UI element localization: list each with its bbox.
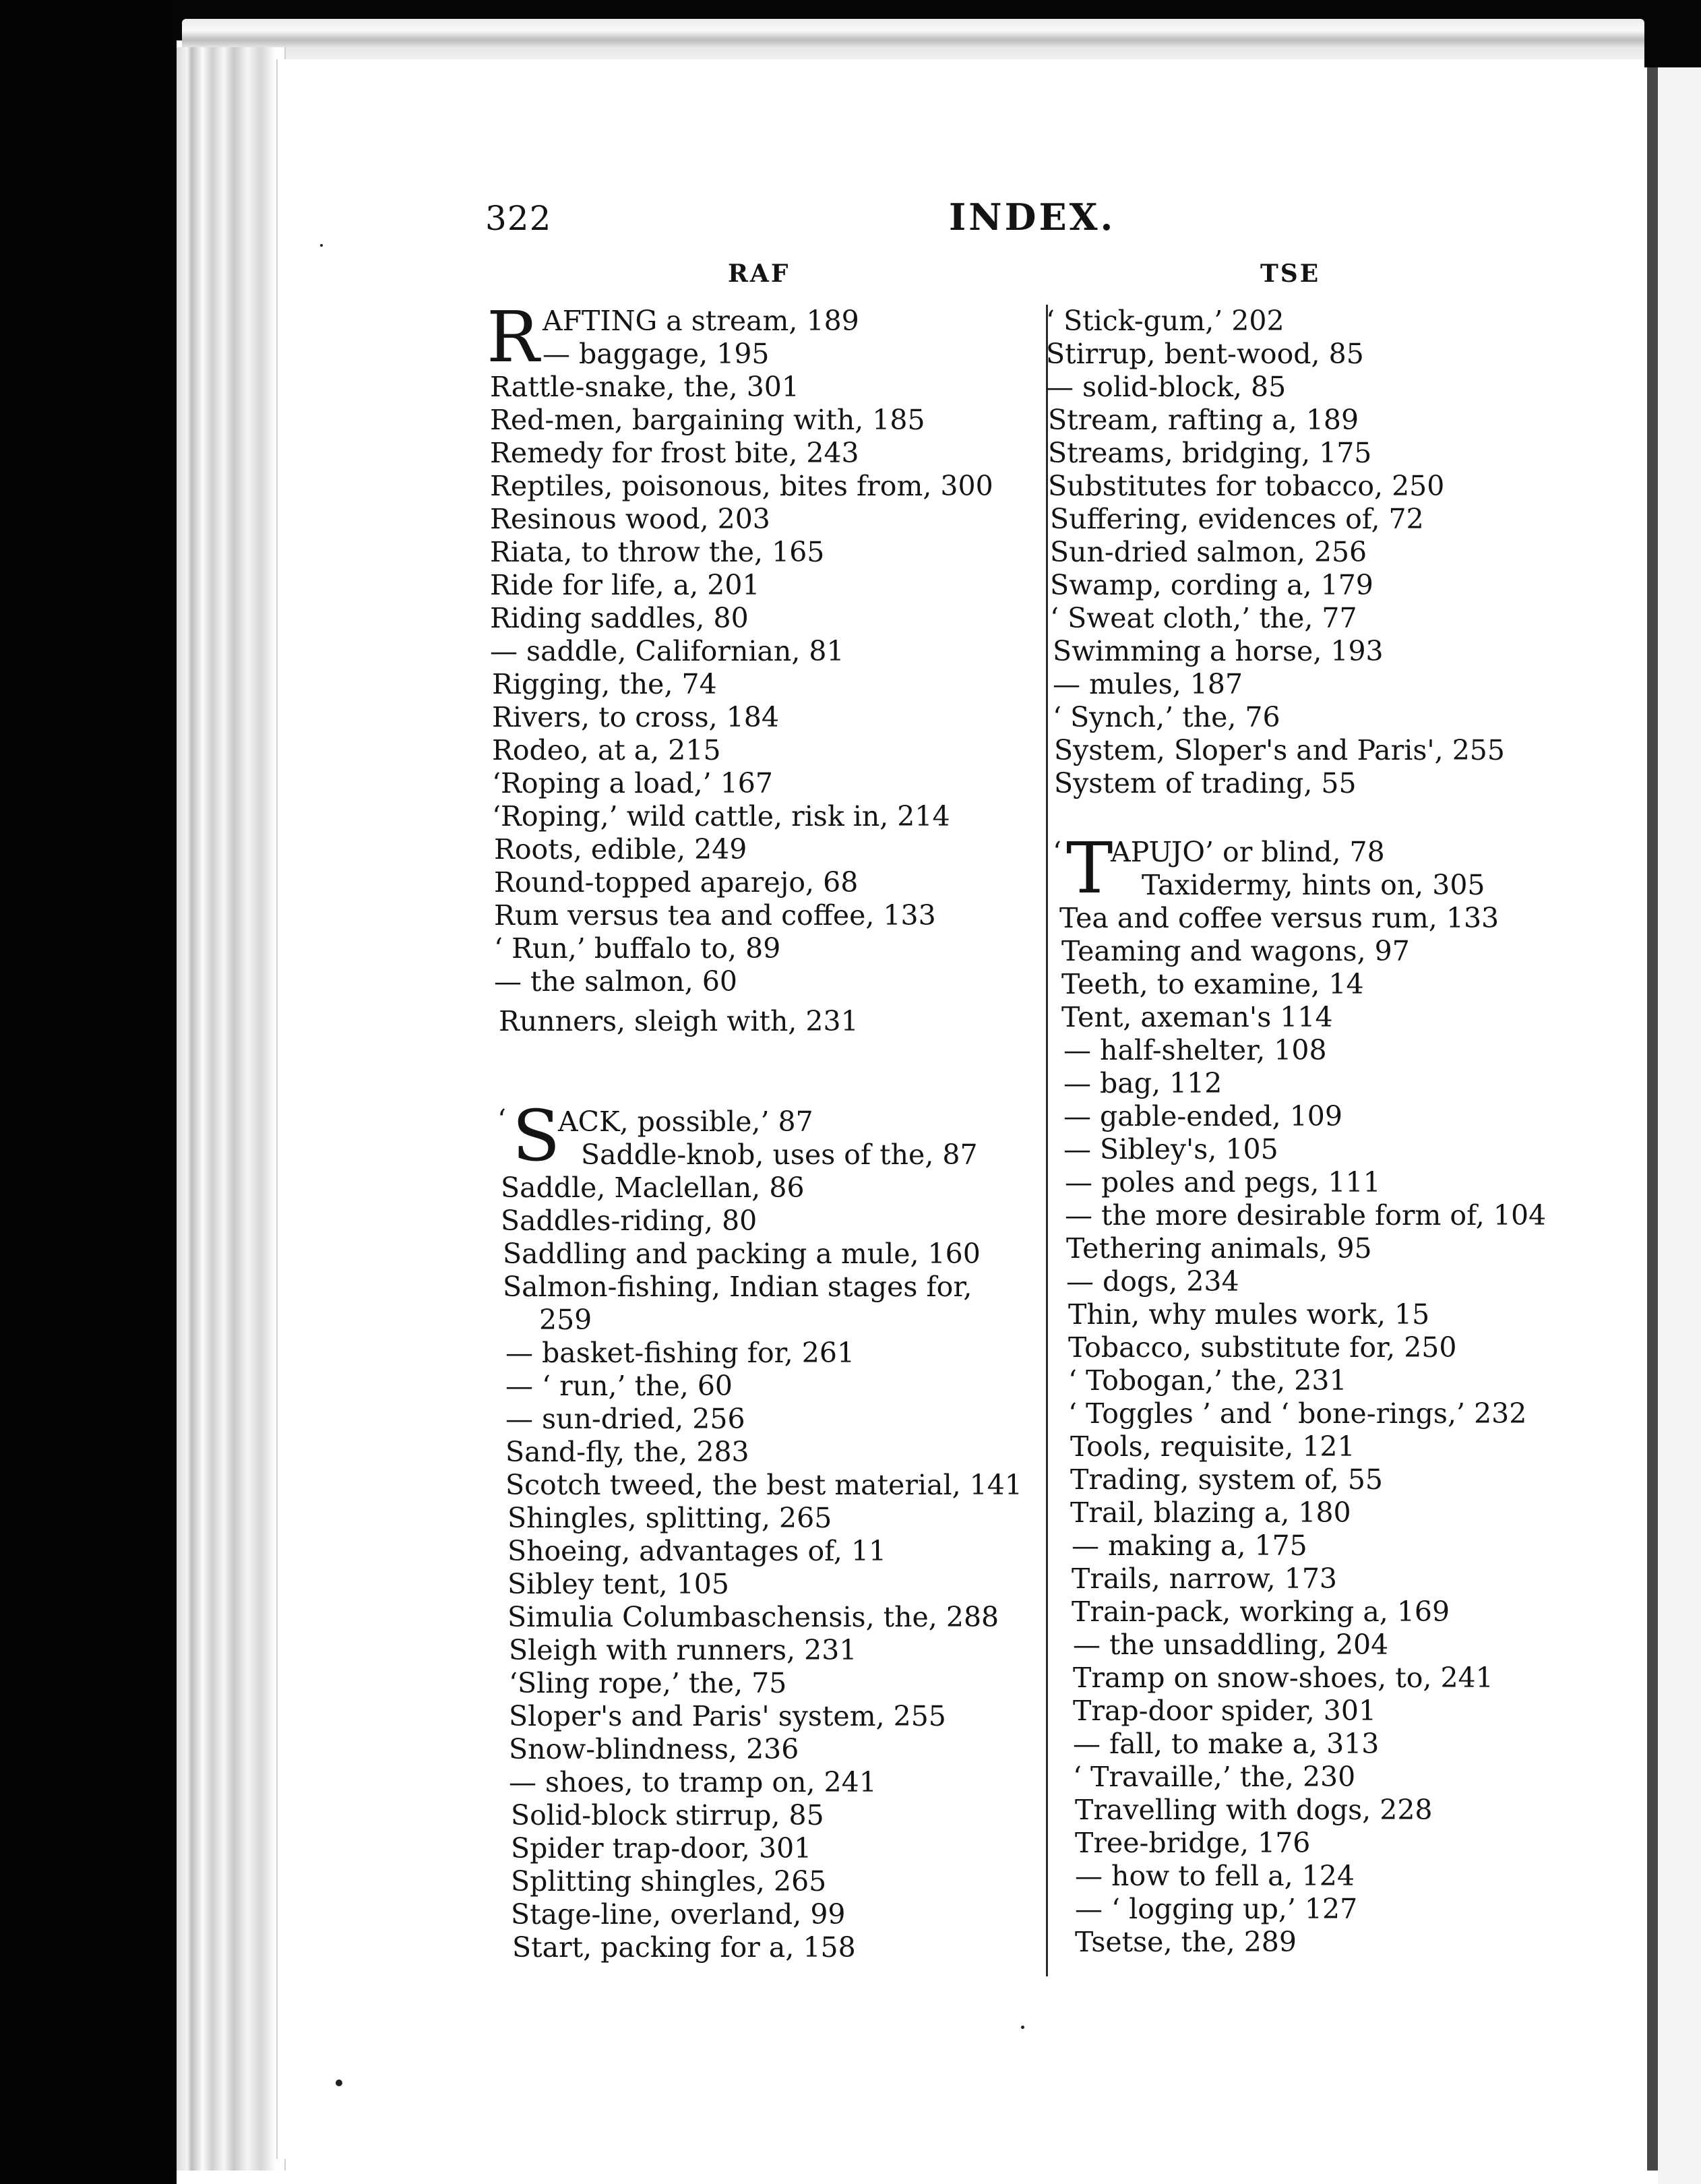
index-entry: ‘Roping,’ wild cattle, risk in, 214 — [492, 800, 950, 832]
drop-initial-t: T — [1066, 827, 1113, 909]
index-entry: — the salmon, 60 — [494, 965, 738, 998]
index-entry: Salmon-fishing, Indian stages for, — [503, 1271, 972, 1303]
index-entry: Rivers, to cross, 184 — [492, 701, 779, 733]
index-entry: AFTING a stream, 189 — [543, 305, 859, 337]
index-entry: Rattle-snake, the, 301 — [490, 371, 799, 403]
index-entry: Solid-block stirrup, 85 — [511, 1799, 824, 1831]
index-entry: Riata, to throw the, 165 — [490, 536, 825, 568]
index-entry: Train-pack, working a, 169 — [1072, 1596, 1450, 1628]
index-entry: Trading, system of, 55 — [1070, 1463, 1383, 1496]
index-entry: Trap-door spider, 301 — [1073, 1695, 1377, 1727]
index-entry: — Sibley's, 105 — [1063, 1133, 1278, 1165]
index-entry: — bag, 112 — [1063, 1067, 1223, 1099]
index-entry: Swimming a horse, 193 — [1053, 635, 1384, 667]
index-entry: 259 — [539, 1304, 592, 1336]
index-entry: Tramp on snow-shoes, to, 241 — [1073, 1662, 1493, 1694]
index-entry: — saddle, Californian, 81 — [490, 635, 844, 667]
drop-initial-r: R — [487, 296, 540, 378]
index-entry: ‘ Stick-gum,’ 202 — [1046, 305, 1285, 337]
index-entry: System, Sloper's and Paris', 255 — [1054, 734, 1505, 766]
index-entry: Saddle-knob, uses of the, 87 — [581, 1139, 978, 1171]
page-title: INDEX. — [949, 195, 1116, 239]
book-page-edges — [177, 47, 286, 2171]
index-entry: Sand-fly, the, 283 — [505, 1436, 749, 1468]
index-entry: Snow-blindness, 236 — [509, 1733, 799, 1765]
index-entry: Saddling and packing a mule, 160 — [503, 1238, 981, 1270]
index-entry: Tree-bridge, 176 — [1075, 1827, 1311, 1859]
scan-border-left — [0, 0, 177, 2184]
index-entry: ‘ Run,’ buffalo to, 89 — [494, 932, 781, 965]
index-entry: — baggage, 195 — [543, 338, 770, 370]
index-entry: Simulia Columbaschensis, the, 288 — [507, 1601, 999, 1633]
index-entry: Stream, rafting a, 189 — [1048, 404, 1359, 436]
index-entry: — gable-ended, 109 — [1063, 1100, 1342, 1132]
index-entry: — making a, 175 — [1072, 1529, 1307, 1562]
index-entry: Substitutes for tobacco, 250 — [1048, 470, 1445, 502]
page-gutter-shadow — [1647, 61, 1658, 2171]
index-entry: Shoeing, advantages of, 11 — [507, 1535, 887, 1567]
index-entry: Roots, edible, 249 — [494, 833, 747, 866]
index-entry: Streams, bridging, 175 — [1048, 437, 1372, 469]
index-entry: ‘ Synch,’ the, 76 — [1053, 701, 1280, 733]
index-entry: Rum versus tea and coffee, 133 — [494, 899, 936, 932]
index-entry: Tools, requisite, 121 — [1070, 1430, 1355, 1463]
index-entry-quote: ‘ — [497, 1103, 507, 1136]
index-entry: Scotch tweed, the best material, 141 — [505, 1469, 1022, 1501]
index-entry: — poles and pegs, 111 — [1065, 1166, 1381, 1199]
index-entry: Swamp, cording a, 179 — [1050, 569, 1373, 601]
index-entry: ACK, possible,’ 87 — [558, 1105, 813, 1138]
index-entry: Travelling with dogs, 228 — [1075, 1794, 1433, 1826]
page-number: 322 — [485, 199, 552, 238]
index-entry: Runners, sleigh with, 231 — [499, 1005, 859, 1037]
index-entry: ‘ Travaille,’ the, 230 — [1073, 1761, 1356, 1793]
index-entry: Round-topped aparejo, 68 — [494, 866, 859, 899]
index-entry: — the more desirable form of, 104 — [1065, 1199, 1547, 1232]
index-entry: Tethering animals, 95 — [1066, 1232, 1372, 1265]
index-entry: Resinous wood, 203 — [490, 503, 770, 535]
index-entry: Rodeo, at a, 215 — [492, 734, 721, 766]
index-entry: Tea and coffee versus rum, 133 — [1059, 902, 1499, 934]
column-divider — [1046, 305, 1048, 1976]
index-entry: Start, packing for a, 158 — [512, 1931, 856, 1964]
index-entry: — shoes, to tramp on, 241 — [509, 1766, 877, 1798]
index-entry: ‘ Tobogan,’ the, 231 — [1068, 1364, 1347, 1397]
index-entry: System of trading, 55 — [1054, 767, 1357, 799]
drop-initial-s: S — [512, 1095, 561, 1177]
index-entry: Stirrup, bent-wood, 85 — [1046, 338, 1364, 370]
index-entry: Stage-line, overland, 99 — [511, 1898, 846, 1931]
book-page — [276, 59, 1648, 2159]
index-entry: Saddle, Maclellan, 86 — [501, 1172, 805, 1204]
index-entry: — fall, to make a, 313 — [1073, 1728, 1380, 1760]
index-entry: Remedy for frost bite, 243 — [490, 437, 859, 469]
index-entry: — the unsaddling, 204 — [1073, 1629, 1389, 1661]
left-guide-word: RAF — [728, 260, 791, 288]
index-entry: Riding saddles, 80 — [490, 602, 749, 634]
index-entry: Taxidermy, hints on, 305 — [1142, 869, 1485, 901]
index-entry: Saddles-riding, 80 — [501, 1205, 757, 1237]
index-entry: — mules, 187 — [1053, 668, 1243, 700]
index-entry: — ‘ run,’ the, 60 — [505, 1370, 733, 1402]
index-entry: Suffering, evidences of, 72 — [1050, 503, 1424, 535]
index-entry: APUJO’ or blind, 78 — [1111, 836, 1385, 868]
index-entry: ‘ Toggles ’ and ‘ bone-rings,’ 232 — [1068, 1397, 1527, 1430]
scan-speck — [1021, 2026, 1024, 2029]
index-entry: Rigging, the, 74 — [492, 668, 717, 700]
index-entry: Shingles, splitting, 265 — [507, 1502, 832, 1534]
index-entry: — sun-dried, 256 — [505, 1403, 745, 1435]
index-entry: Trails, narrow, 173 — [1072, 1563, 1338, 1595]
index-entry: Tent, axeman's 114 — [1061, 1001, 1333, 1033]
index-entry: — half-shelter, 108 — [1063, 1034, 1327, 1066]
index-entry: ‘ Sweat cloth,’ the, 77 — [1050, 602, 1357, 634]
index-entry: Sibley tent, 105 — [507, 1568, 729, 1600]
index-entry: Spider trap-door, 301 — [511, 1832, 812, 1864]
index-entry: ‘Roping a load,’ 167 — [492, 767, 773, 799]
index-entry: Splitting shingles, 265 — [511, 1865, 827, 1898]
scan-speck — [320, 244, 323, 247]
index-entry: — how to fell a, 124 — [1075, 1860, 1355, 1892]
index-entry: Sun-dried salmon, 256 — [1050, 536, 1367, 568]
index-entry: Teeth, to examine, 14 — [1061, 968, 1364, 1000]
facing-page-strip — [1658, 61, 1701, 2184]
index-entry: — ‘ logging up,’ 127 — [1075, 1893, 1358, 1925]
index-entry: Ride for life, a, 201 — [490, 569, 760, 601]
index-entry: ‘Sling rope,’ the, 75 — [509, 1667, 787, 1699]
index-entry: Red-men, bargaining with, 185 — [490, 404, 925, 436]
right-guide-word: TSE — [1260, 260, 1321, 288]
scan-border-top-right — [1644, 40, 1701, 67]
index-entry: Thin, why mules work, 15 — [1068, 1298, 1430, 1331]
index-entry: — basket-fishing for, 261 — [505, 1337, 855, 1369]
index-entry: Trail, blazing a, 180 — [1070, 1496, 1351, 1529]
index-entry: Sloper's and Paris' system, 255 — [509, 1700, 946, 1732]
index-entry: — solid-block, 85 — [1046, 371, 1287, 403]
index-entry: Tsetse, the, 289 — [1075, 1926, 1297, 1958]
scan-speck — [336, 2080, 342, 2086]
index-entry: Reptiles, poisonous, bites from, 300 — [490, 470, 993, 502]
index-entry: — dogs, 234 — [1066, 1265, 1239, 1298]
index-entry-quote: ‘ — [1053, 836, 1062, 868]
index-entry: Sleigh with runners, 231 — [509, 1634, 857, 1666]
index-entry: Tobacco, substitute for, 250 — [1068, 1331, 1457, 1364]
index-entry: Teaming and wagons, 97 — [1061, 935, 1410, 967]
